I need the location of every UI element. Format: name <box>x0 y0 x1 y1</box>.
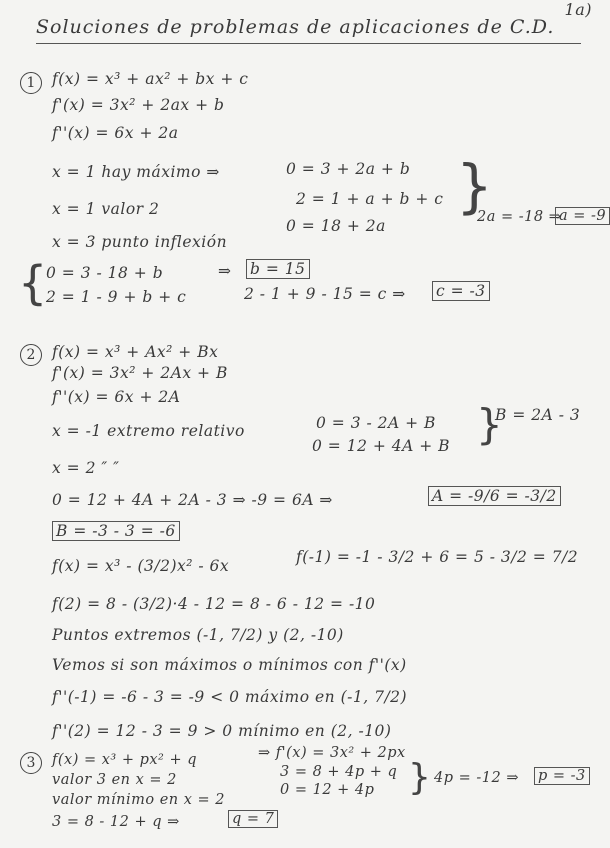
p2-line: f(x) = x³ + Ax² + Bx <box>52 343 219 361</box>
p3-line: f(x) = x³ + px² + q <box>52 752 198 768</box>
p2-line: f''(2) = 12 - 3 = 9 > 0 mínimo en (2, -10) <box>52 722 392 740</box>
p1-arrow: ⇒ <box>218 262 232 280</box>
p3-boxed-q: q = 7 <box>228 810 278 828</box>
p1-line: 2 - 1 + 9 - 15 = c ⇒ <box>244 285 406 303</box>
p2-result: B = 2A - 3 <box>495 406 581 424</box>
p2-line: f''(-1) = -6 - 3 = -9 < 0 máximo en (-1, 7/2) <box>52 688 408 706</box>
page-title: Soluciones de problemas de aplicaciones de C.D. <box>36 16 555 38</box>
p2-line: f''(x) = 6x + 2A <box>52 388 181 406</box>
p3-line: 3 = 8 - 12 + q ⇒ <box>52 814 180 830</box>
p1-line: x = 3 punto inflexión <box>52 233 228 251</box>
p2-line: x = -1 extremo relativo <box>52 422 245 440</box>
p1-line: x = 1 hay máximo ⇒ <box>52 163 220 181</box>
p1-boxed-a: a = -9 <box>555 207 610 225</box>
p3-line: valor mínimo en x = 2 <box>52 792 225 808</box>
p2-line: 0 = 12 + 4A + 2A - 3 ⇒ -9 = 6A ⇒ <box>52 491 333 509</box>
p2-line: Vemos si son máximos o mínimos con f''(x) <box>52 656 407 674</box>
p3-result: 4p = -12 ⇒ <box>434 770 519 786</box>
problem-1-number: 1 <box>20 72 42 94</box>
p1-line: f''(x) = 6x + 2a <box>52 124 179 142</box>
p3-eq: 3 = 8 + 4p + q <box>280 764 398 780</box>
p3-line: ⇒ f'(x) = 3x² + 2px <box>258 745 406 761</box>
p2-line: Puntos extremos (-1, 7/2) y (2, -10) <box>52 626 344 644</box>
p2-boxed-B: B = -3 - 3 = -6 <box>52 521 180 541</box>
p2-line: f(x) = x³ - (3/2)x² - 6x <box>52 557 230 575</box>
title-underline <box>36 43 581 44</box>
p1-eq: 0 = 18 + 2a <box>286 217 386 235</box>
p2-line: x = 2 ″ ″ <box>52 459 120 477</box>
p1-boxed-b: b = 15 <box>246 259 310 279</box>
p1-eq: 0 = 3 + 2a + b <box>286 160 411 178</box>
p1-line: 0 = 3 - 18 + b <box>46 264 164 282</box>
p1-eq: 2 = 1 + a + b + c <box>296 190 444 208</box>
p2-boxed-A: A = -9/6 = -3/2 <box>428 486 561 506</box>
right-brace: } <box>408 757 431 798</box>
p1-line: 2 = 1 - 9 + b + c <box>46 288 187 306</box>
right-brace: } <box>456 152 493 220</box>
p2-line: f(2) = 8 - (3/2)·4 - 12 = 8 - 6 - 12 = -10 <box>52 595 376 613</box>
p1-line: x = 1 valor 2 <box>52 200 160 218</box>
left-brace: { <box>18 256 48 310</box>
p2-line: f(-1) = -1 - 3/2 + 6 = 5 - 3/2 = 7/2 <box>296 548 579 566</box>
right-brace: } <box>476 400 503 449</box>
problem-2-number: 2 <box>20 344 42 366</box>
p3-boxed-p: p = -3 <box>534 767 590 785</box>
p2-eq: 0 = 12 + 4A + B <box>312 437 451 455</box>
p1-boxed-c: c = -3 <box>432 281 490 301</box>
p1-line: f(x) = x³ + ax² + bx + c <box>52 70 249 88</box>
problem-3-number: 3 <box>20 752 42 774</box>
p1-result: 2a = -18 ⇒ <box>477 209 562 225</box>
p3-eq: 0 = 12 + 4p <box>280 782 375 798</box>
p3-line: valor 3 en x = 2 <box>52 772 177 788</box>
p1-line: f'(x) = 3x² + 2ax + b <box>52 96 225 114</box>
p2-line: f'(x) = 3x² + 2Ax + B <box>52 364 228 382</box>
p2-eq: 0 = 3 - 2A + B <box>316 414 436 432</box>
page-label: 1a) <box>564 0 592 19</box>
